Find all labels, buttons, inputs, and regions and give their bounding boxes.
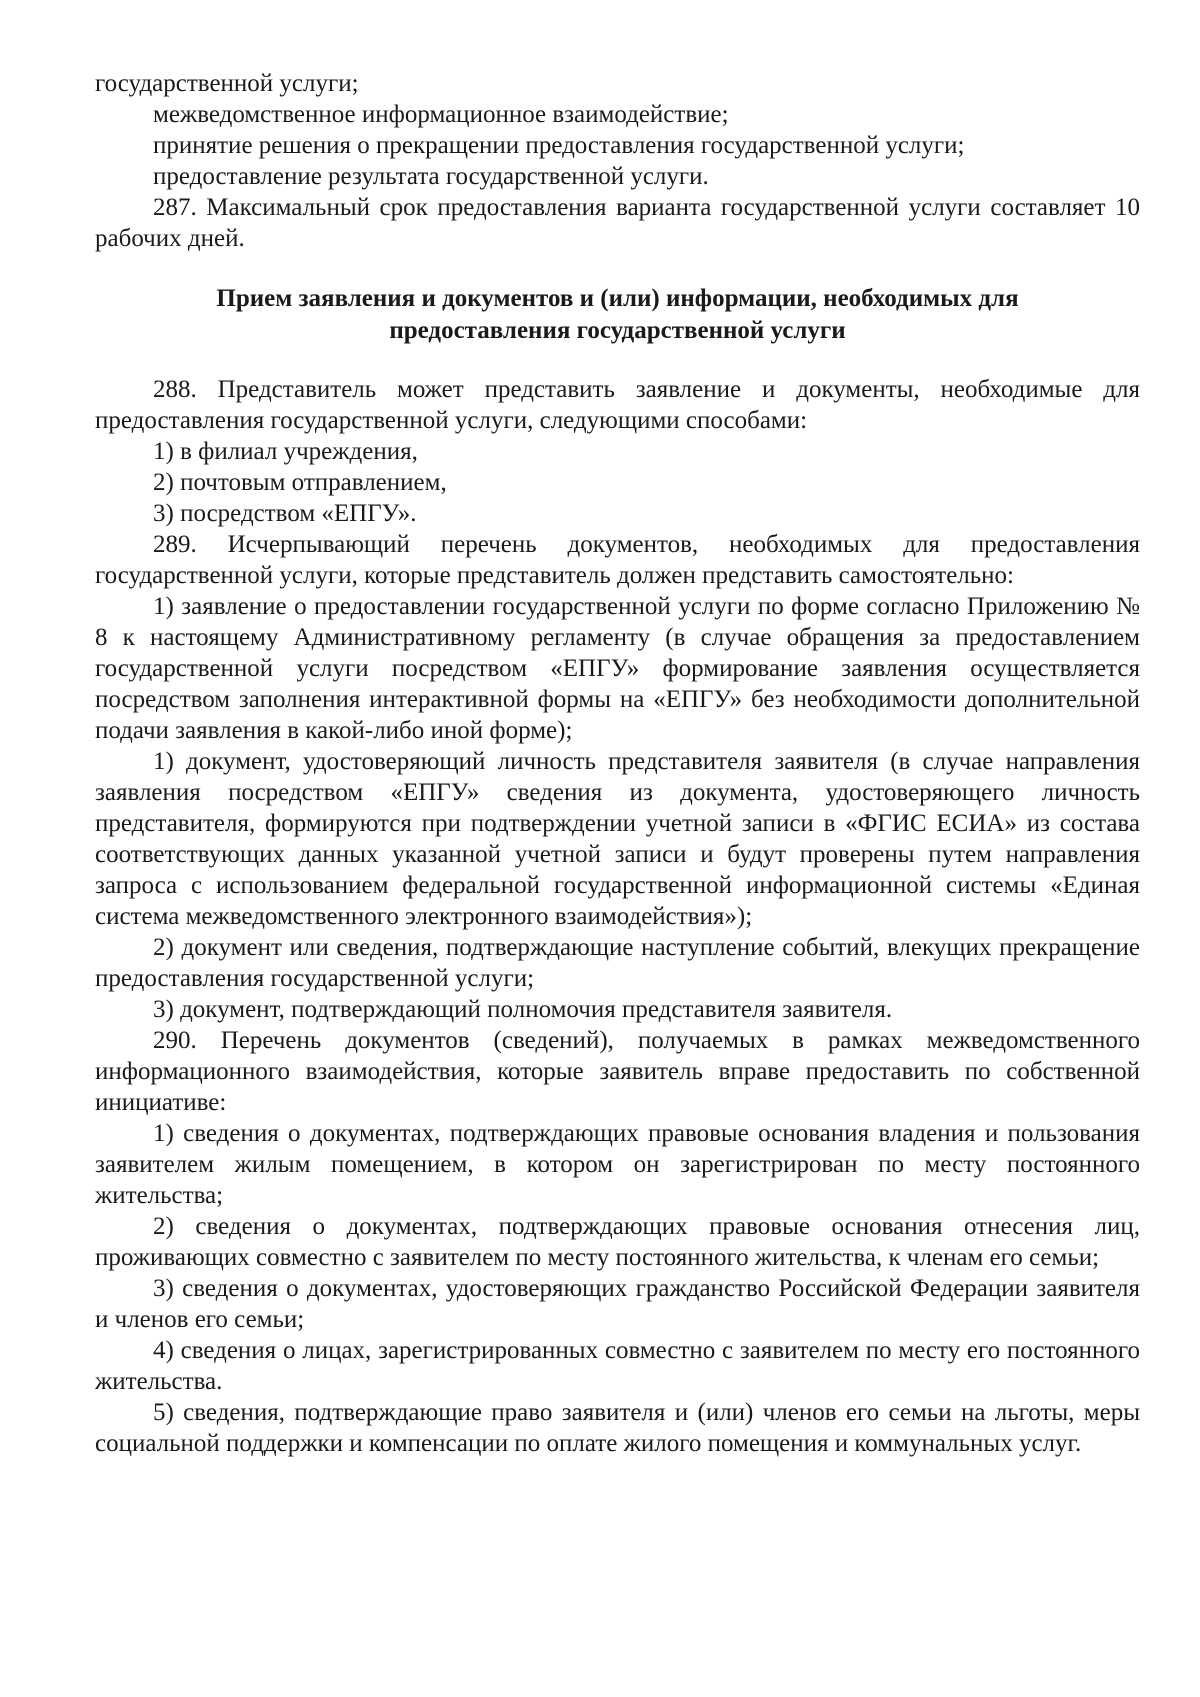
paragraph-288: 288. Представитель может представить заявление и документы, необходимые для предоставления государственной услуги, следующими способами: bbox=[95, 376, 1140, 434]
section-heading-line2: предоставления государственной услуги bbox=[389, 317, 846, 344]
list-item-identity-document: 1) документ, удостоверяющий личность представителя заявителя (в случае направления заявления посредством «ЕПГУ» сведения из документа, удостоверяющего личность представителя, формируются при подтверждении учетной записи в «ФГИС ЕСИА» из состава соответствующих данных указанной учетной записи и будут проверены путем направления запроса с использованием федеральной государственной информационной системы «Единая система межведомственного электронного взаимодействия»); bbox=[95, 748, 1140, 930]
document-page bbox=[95, 68, 1140, 1459]
paragraph-287: 287. Максимальный срок предоставления варианта государственной услуги составляет 10 рабочих дней. bbox=[95, 194, 1140, 252]
list-item-epgu: 3) посредством «ЕПГУ». bbox=[153, 500, 417, 527]
paragraph-termination-decision: принятие решения о прекращении предоставления государственной услуги; bbox=[153, 132, 965, 159]
list-item-events-document: 2) документ или сведения, подтверждающие наступление событий, влекущих прекращение предоставления государственной услуги; bbox=[95, 934, 1140, 992]
paragraph-continuation: государственной услуги; bbox=[95, 70, 359, 97]
list-item-citizenship-info: 3) сведения о документах, удостоверяющих гражданство Российской Федерации заявителя и членов его семьи; bbox=[95, 1275, 1140, 1333]
list-item-application: 1) заявление о предоставлении государственной услуги по форме согласно Приложению № 8 к настоящему Административному регламенту (в случае обращения за предоставлением государственной услуги посредством «ЕПГУ» формирование заявления осуществляется посредством заполнения интерактивной формы на «ЕПГУ» без необходимости дополнительной подачи заявления в какой-либо иной форме); bbox=[95, 593, 1140, 744]
list-item-ownership-info: 1) сведения о документах, подтверждающих правовые основания владения и пользования заявителем жилым помещением, в котором он зарегистрирован по месту постоянного жительства; bbox=[95, 1120, 1140, 1209]
list-item-family-info: 2) сведения о документах, подтверждающих правовые основания отнесения лиц, проживающих совместно с заявителем по месту постоянного жительства, к членам его семьи; bbox=[95, 1213, 1140, 1271]
paragraph-interagency: межведомственное информационное взаимодействие; bbox=[153, 101, 729, 128]
list-item-mail: 2) почтовым отправлением, bbox=[153, 469, 447, 496]
section-heading-line1: Прием заявления и документов и (или) информации, необходимых для bbox=[216, 285, 1019, 312]
list-item-benefits-info: 5) сведения, подтверждающие право заявителя и (или) членов его семьи на льготы, меры социальной поддержки и компенсации по оплате жилого помещения и коммунальных услуг. bbox=[95, 1399, 1140, 1457]
list-item-authority-document: 3) документ, подтверждающий полномочия представителя заявителя. bbox=[153, 996, 893, 1023]
paragraph-result: предоставление результата государственной услуги. bbox=[153, 163, 709, 190]
paragraph-289: 289. Исчерпывающий перечень документов, необходимых для предоставления государственной услуги, которые представитель должен представить самостоятельно: bbox=[95, 531, 1140, 589]
section-heading bbox=[95, 283, 1140, 347]
paragraph-290: 290. Перечень документов (сведений), получаемых в рамках межведомственного информационного взаимодействия, которые заявитель вправе предоставить по собственной инициативе: bbox=[95, 1027, 1140, 1116]
list-item-branch: 1) в филиал учреждения, bbox=[153, 438, 418, 465]
list-item-registered-persons: 4) сведения о лицах, зарегистрированных совместно с заявителем по месту его постоянного жительства. bbox=[95, 1337, 1140, 1395]
